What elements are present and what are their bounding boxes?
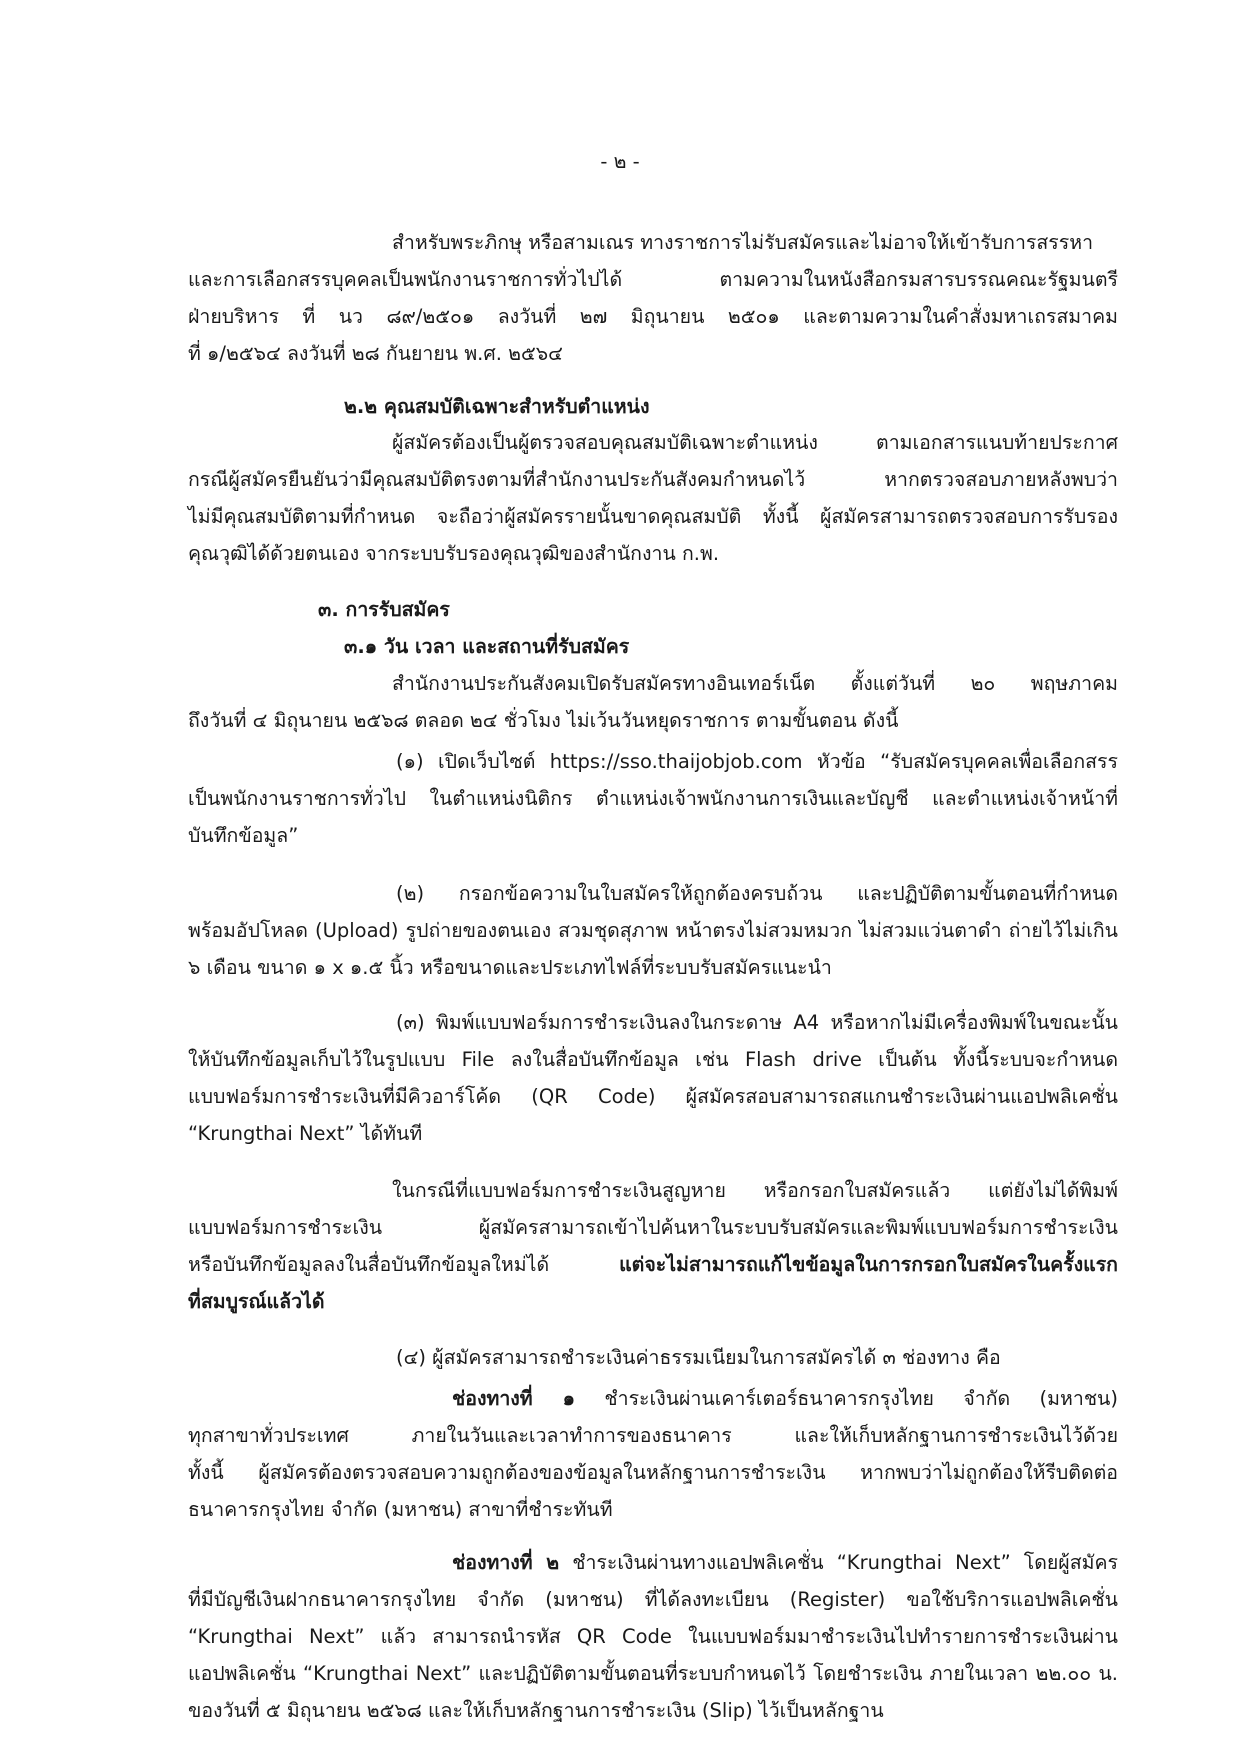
paragraph-line: ธนาคารกรุงไทย จำกัด (มหาชน) สาขาที่ชำระทันที (188, 1498, 613, 1521)
paragraph-line: ทุกสาขาทั่วประเทศ ภายในวันและเวลาทำการของธนาคาร และให้เก็บหลักฐานการชำระเงินไว้ด้วย (188, 1424, 1118, 1447)
channel-label: ช่องทางที่ ๒ (452, 1551, 560, 1574)
paragraph-line: สำหรับพระภิกษุ หรือสามเณร ทางราชการไม่รับสมัครและไม่อาจให้เข้ารับการสรรหา (392, 231, 1094, 254)
paragraph-line: ในกรณีที่แบบฟอร์มการชำระเงินสูญหาย หรือกรอกใบสมัครแล้ว แต่ยังไม่ได้พิมพ์ (392, 1179, 1118, 1202)
channel-label: ช่องทางที่ ๑ (452, 1387, 576, 1410)
paragraph-line: (๓) พิมพ์แบบฟอร์มการชำระเงินลงในกระดาษ A4 หรือหากไม่มีเครื่องพิมพ์ในขณะนั้น (396, 1011, 1118, 1034)
paragraph-line (452, 1389, 1118, 1409)
paragraph-line: สำนักงานประกันสังคมเปิดรับสมัครทางอินเทอร์เน็ต ตั้งแต่วันที่ ๒๐ พฤษภาคม (392, 672, 1118, 695)
paragraph-line: แอปพลิเคชั่น “Krungthai Next” และปฏิบัติตามขั้นตอนที่ระบบกำหนดไว้ โดยชำระเงิน ภายในเวลา ๒๒.๐๐ น. (188, 1662, 1118, 1685)
paragraph-line: ไม่มีคุณสมบัติตามที่กำหนด จะถือว่าผู้สมัครรายนั้นขาดคุณสมบัติ ทั้งนี้ ผู้สมัครสามารถตรวจสอบการรับรอง (188, 505, 1118, 528)
paragraph-line: พร้อมอัปโหลด (Upload) รูปถ่ายของตนเอง สวมชุดสุภาพ หน้าตรงไม่สวมหมวก ไม่สวมแว่นตาดำ ถ่ายไว้ไม่เกิน (188, 919, 1118, 942)
paragraph-line: ที่มีบัญชีเงินฝากธนาคารกรุงไทย จำกัด (มหาชน) ที่ได้ลงทะเบียน (Register) ขอใช้บริการแอปพลิเคชั่น (188, 1588, 1118, 1611)
paragraph-line: ที่ ๑/๒๕๖๔ ลงวันที่ ๒๘ กันยายน พ.ศ. ๒๕๖๔ (188, 342, 563, 365)
paragraph-line: ถึงวันที่ ๔ มิถุนายน ๒๕๖๘ ตลอด ๒๔ ชั่วโมง ไม่เว้นวันหยุดราชการ ตามขั้นตอน ดังนี้ (188, 709, 899, 732)
paragraph-line (188, 1255, 1118, 1275)
paragraph-line: แบบฟอร์มการชำระเงินที่มีคิวอาร์โค้ด (QR Code) ผู้สมัครสอบสามารถสแกนชำระเงินผ่านแอปพลิเคชั่น (188, 1085, 1118, 1108)
paragraph-text: หรือบันทึกข้อมูลลงในสื่อบันทึกข้อมูลใหม่ได้ (188, 1253, 620, 1276)
paragraph-line: บันทึกข้อมูล” (188, 824, 299, 847)
paragraph-line: ผู้สมัครต้องเป็นผู้ตรวจสอบคุณสมบัติเฉพาะตำแหน่ง ตามเอกสารแนบท้ายประกาศ (392, 431, 1118, 454)
section-heading: ๓.๑ วัน เวลา และสถานที่รับสมัคร (344, 635, 630, 658)
paragraph-line: (๒) กรอกข้อความในใบสมัครให้ถูกต้องครบถ้วน และปฏิบัติตามขั้นตอนที่กำหนด (396, 882, 1118, 905)
emphasis-text: แต่จะไม่สามารถแก้ไขข้อมูลในการกรอกใบสมัครในครั้งแรก (619, 1253, 1118, 1276)
paragraph-line: (๑) เปิดเว็บไซต์ https://sso.thaijobjob.com หัวข้อ “รับสมัครบุคคลเพื่อเลือกสรร (396, 750, 1118, 773)
paragraph-line (452, 1553, 1118, 1573)
page-number: - ๒ - (600, 150, 640, 173)
paragraph-line: แบบฟอร์มการชำระเงิน ผู้สมัครสามารถเข้าไปค้นหาในระบบรับสมัครและพิมพ์แบบฟอร์มการชำระเงิน (188, 1216, 1118, 1239)
paragraph-line: ๖ เดือน ขนาด ๑ x ๑.๕ นิ้ว หรือขนาดและประเภทไฟล์ที่ระบบรับสมัครแนะนำ (188, 956, 832, 979)
paragraph-line: กรณีผู้สมัครยืนยันว่ามีคุณสมบัติตรงตามที่สำนักงานประกันสังคมกำหนดไว้ หากตรวจสอบภายหลังพบว่า (188, 468, 1118, 491)
paragraph-line: ฝ่ายบริหาร ที่ นว ๘๙/๒๕๐๑ ลงวันที่ ๒๗ มิถุนายน ๒๕๐๑ และตามความในคำสั่งมหาเถรสมาคม (188, 305, 1118, 328)
paragraph-line: ของวันที่ ๕ มิถุนายน ๒๕๖๘ และให้เก็บหลักฐานการชำระเงิน (Slip) ไว้เป็นหลักฐาน (188, 1699, 884, 1722)
paragraph-line: “Krungthai Next” แล้ว สามารถนำรหัส QR Code ในแบบฟอร์มมาชำระเงินไปทำรายการชำระเงินผ่าน (188, 1625, 1118, 1648)
paragraph-line: ทั้งนี้ ผู้สมัครต้องตรวจสอบความถูกต้องของข้อมูลในหลักฐานการชำระเงิน หากพบว่าไม่ถูกต้องให้รีบติดต่อ (188, 1461, 1118, 1484)
paragraph-line: เป็นพนักงานราชการทั่วไป ในตำแหน่งนิติกร ตำแหน่งเจ้าพนักงานการเงินและบัญชี และตำแหน่งเจ้าหน้าที่ (188, 787, 1118, 810)
paragraph-line: คุณวุฒิได้ด้วยตนเอง จากระบบรับรองคุณวุฒิของสำนักงาน ก.พ. (188, 542, 720, 565)
section-heading: ๒.๒ คุณสมบัติเฉพาะสำหรับตำแหน่ง (344, 395, 650, 418)
emphasis-text: ที่สมบูรณ์แล้วได้ (188, 1290, 325, 1313)
paragraph-line: “Krungthai Next” ได้ทันที (188, 1122, 423, 1145)
section-heading: ๓. การรับสมัคร (318, 598, 450, 621)
paragraph-text: ชำระเงินผ่านเคาร์เตอร์ธนาคารกรุงไทย จำกัด (มหาชน) (575, 1387, 1118, 1410)
paragraph-line: ให้บันทึกข้อมูลเก็บไว้ในรูปแบบ File ลงในสื่อบันทึกข้อมูล เช่น Flash drive เป็นต้น ทั้งนี้ระบบจะกำหนด (188, 1048, 1118, 1071)
paragraph-line: และการเลือกสรรบุคคลเป็นพนักงานราชการทั่วไปได้ ตามความในหนังสือกรมสารบรรณคณะรัฐมนตรี (188, 268, 1118, 291)
paragraph-text: ชำระเงินผ่านทางแอปพลิเคชั่น “Krungthai Next” โดยผู้สมัคร (559, 1551, 1118, 1574)
paragraph-line: (๔) ผู้สมัครสามารถชำระเงินค่าธรรมเนียมในการสมัครได้ ๓ ช่องทาง คือ (396, 1346, 1001, 1369)
